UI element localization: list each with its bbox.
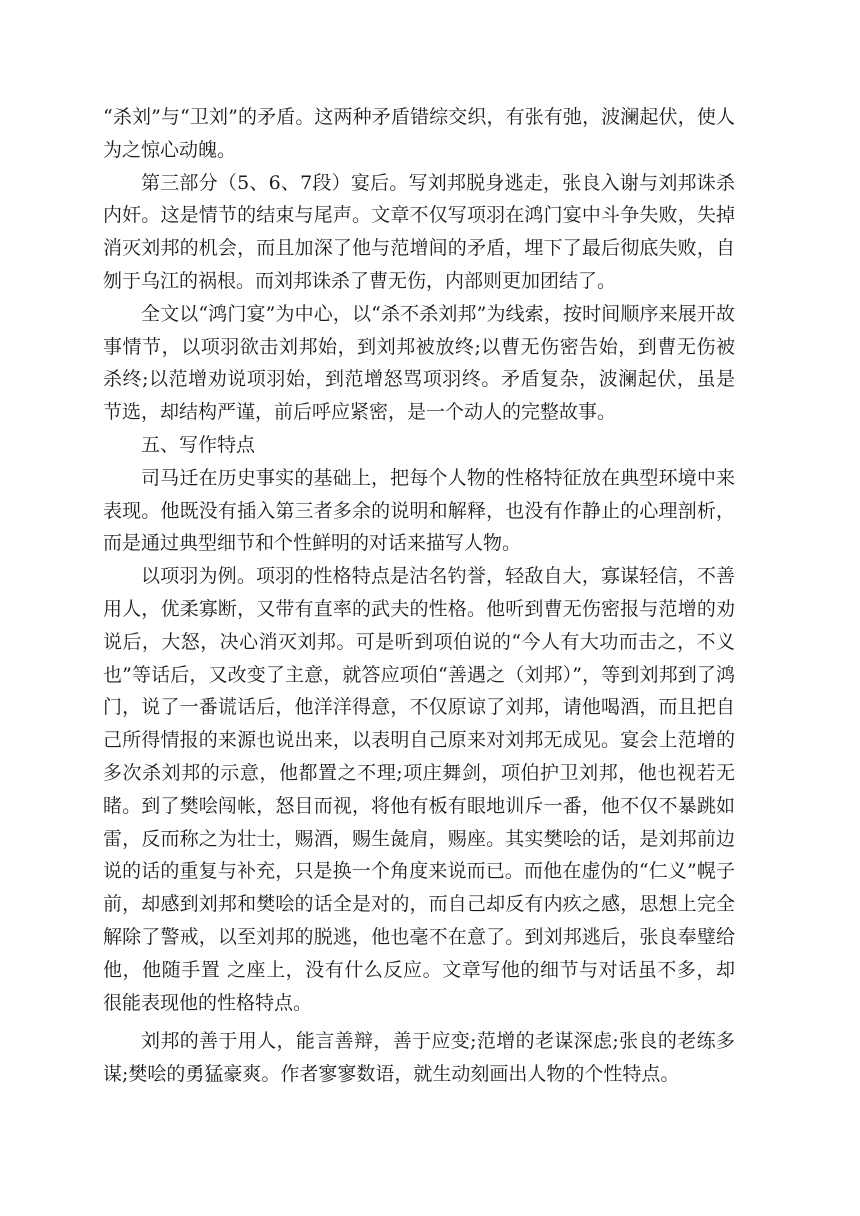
section-heading-writing-features: 五、写作特点 <box>141 433 256 456</box>
paragraph-continuation: “杀刘”与“卫刘”的矛盾。这两种矛盾错综交织，有张有弛，波澜起伏，使人为之惊心动魄。 <box>103 106 735 161</box>
document-body <box>103 101 735 1091</box>
paragraph-xiang-yu: 以项羽为例。项羽的性格特点是沽名钓誉，轻敌自大，寡谋轻信，不善用人，优柔寡断，又带有直率的武夫的性格。他听到曹无伤密报与范增的劝说后，大怒，决心消灭刘邦。可是听到项伯说的“今人有大功而击之，不义也”等话后，又改变了主意，就答应项伯“善遇之（刘邦）”，等到刘邦到了鸿门，说了一番谎话后，他洋洋得意，不仅原谅了刘邦，请他喝酒，而且把自己所得情报的来源也说出来，以表明自己原来对刘邦无成见。宴会上范增的多次杀刘邦的示意，他都置之不理;项庄舞剑，项伯护卫刘邦，他也视若无睹。到了樊哙闯帐，怒目而视，将他有板有眼地训斥一番，他不仅不暴跳如雷，反而称之为壮士，赐酒，赐生彘肩，赐座。其实樊哙的话，是刘邦前边说的话的重复与补充，只是换一个角度来说而已。而他在虚伪的“仁义”幌子前，却感到刘邦和樊哙的话全是对的，而自己却反有内疚之感，思想上完全解除了警戒，以至刘邦的脱逃，他也毫不在意了。到刘邦逃后，张良奉璧给他，他随手置 之座上，没有什么反应。文章写他的细节与对话虽不多，却很能表现他的性格特点。 <box>103 565 735 1014</box>
paragraph-other-characters: 刘邦的善于用人，能言善辩，善于应变;范增的老谋深虑;张良的老练多谋;樊哙的勇猛豪爽。作者寥寥数语，就生动刻画出人物的个性特点。 <box>103 1030 735 1086</box>
paragraph-structure-summary: 全文以“鸿门宴”为中心，以“杀不杀刘邦”为线索，按时间顺序来展开故事情节，以项羽欲击刘邦始，到刘邦被放终;以曹无伤密告始，到曹无伤被杀终;以范增劝说项羽始，到范增怒骂项羽终。矛盾复杂，波澜起伏，虽是节选，却结构严谨，前后呼应紧密，是一个动人的完整故事。 <box>103 302 735 424</box>
paragraph-sima-qian: 司马迁在历史事实的基础上，把每个人物的性格特征放在典型环境中来表现。他既没有插入第三者多余的说明和解释，也没有作静止的心理剖析，而是通过典型细节和个性鲜明的对话来描写人物。 <box>103 466 735 555</box>
paragraph-part-three: 第三部分（5、6、7段）宴后。写刘邦脱身逃走，张良入谢与刘邦诛杀内奸。这是情节的结束与尾声。文章不仅写项羽在鸿门宴中斗争失败，失掉消灭刘邦的机会，而且加深了他与范增间的矛盾，埋下了最后彻底失败，自刎于乌江的祸根。而刘邦诛杀了曹无伤，内部则更加团结了。 <box>103 171 735 292</box>
